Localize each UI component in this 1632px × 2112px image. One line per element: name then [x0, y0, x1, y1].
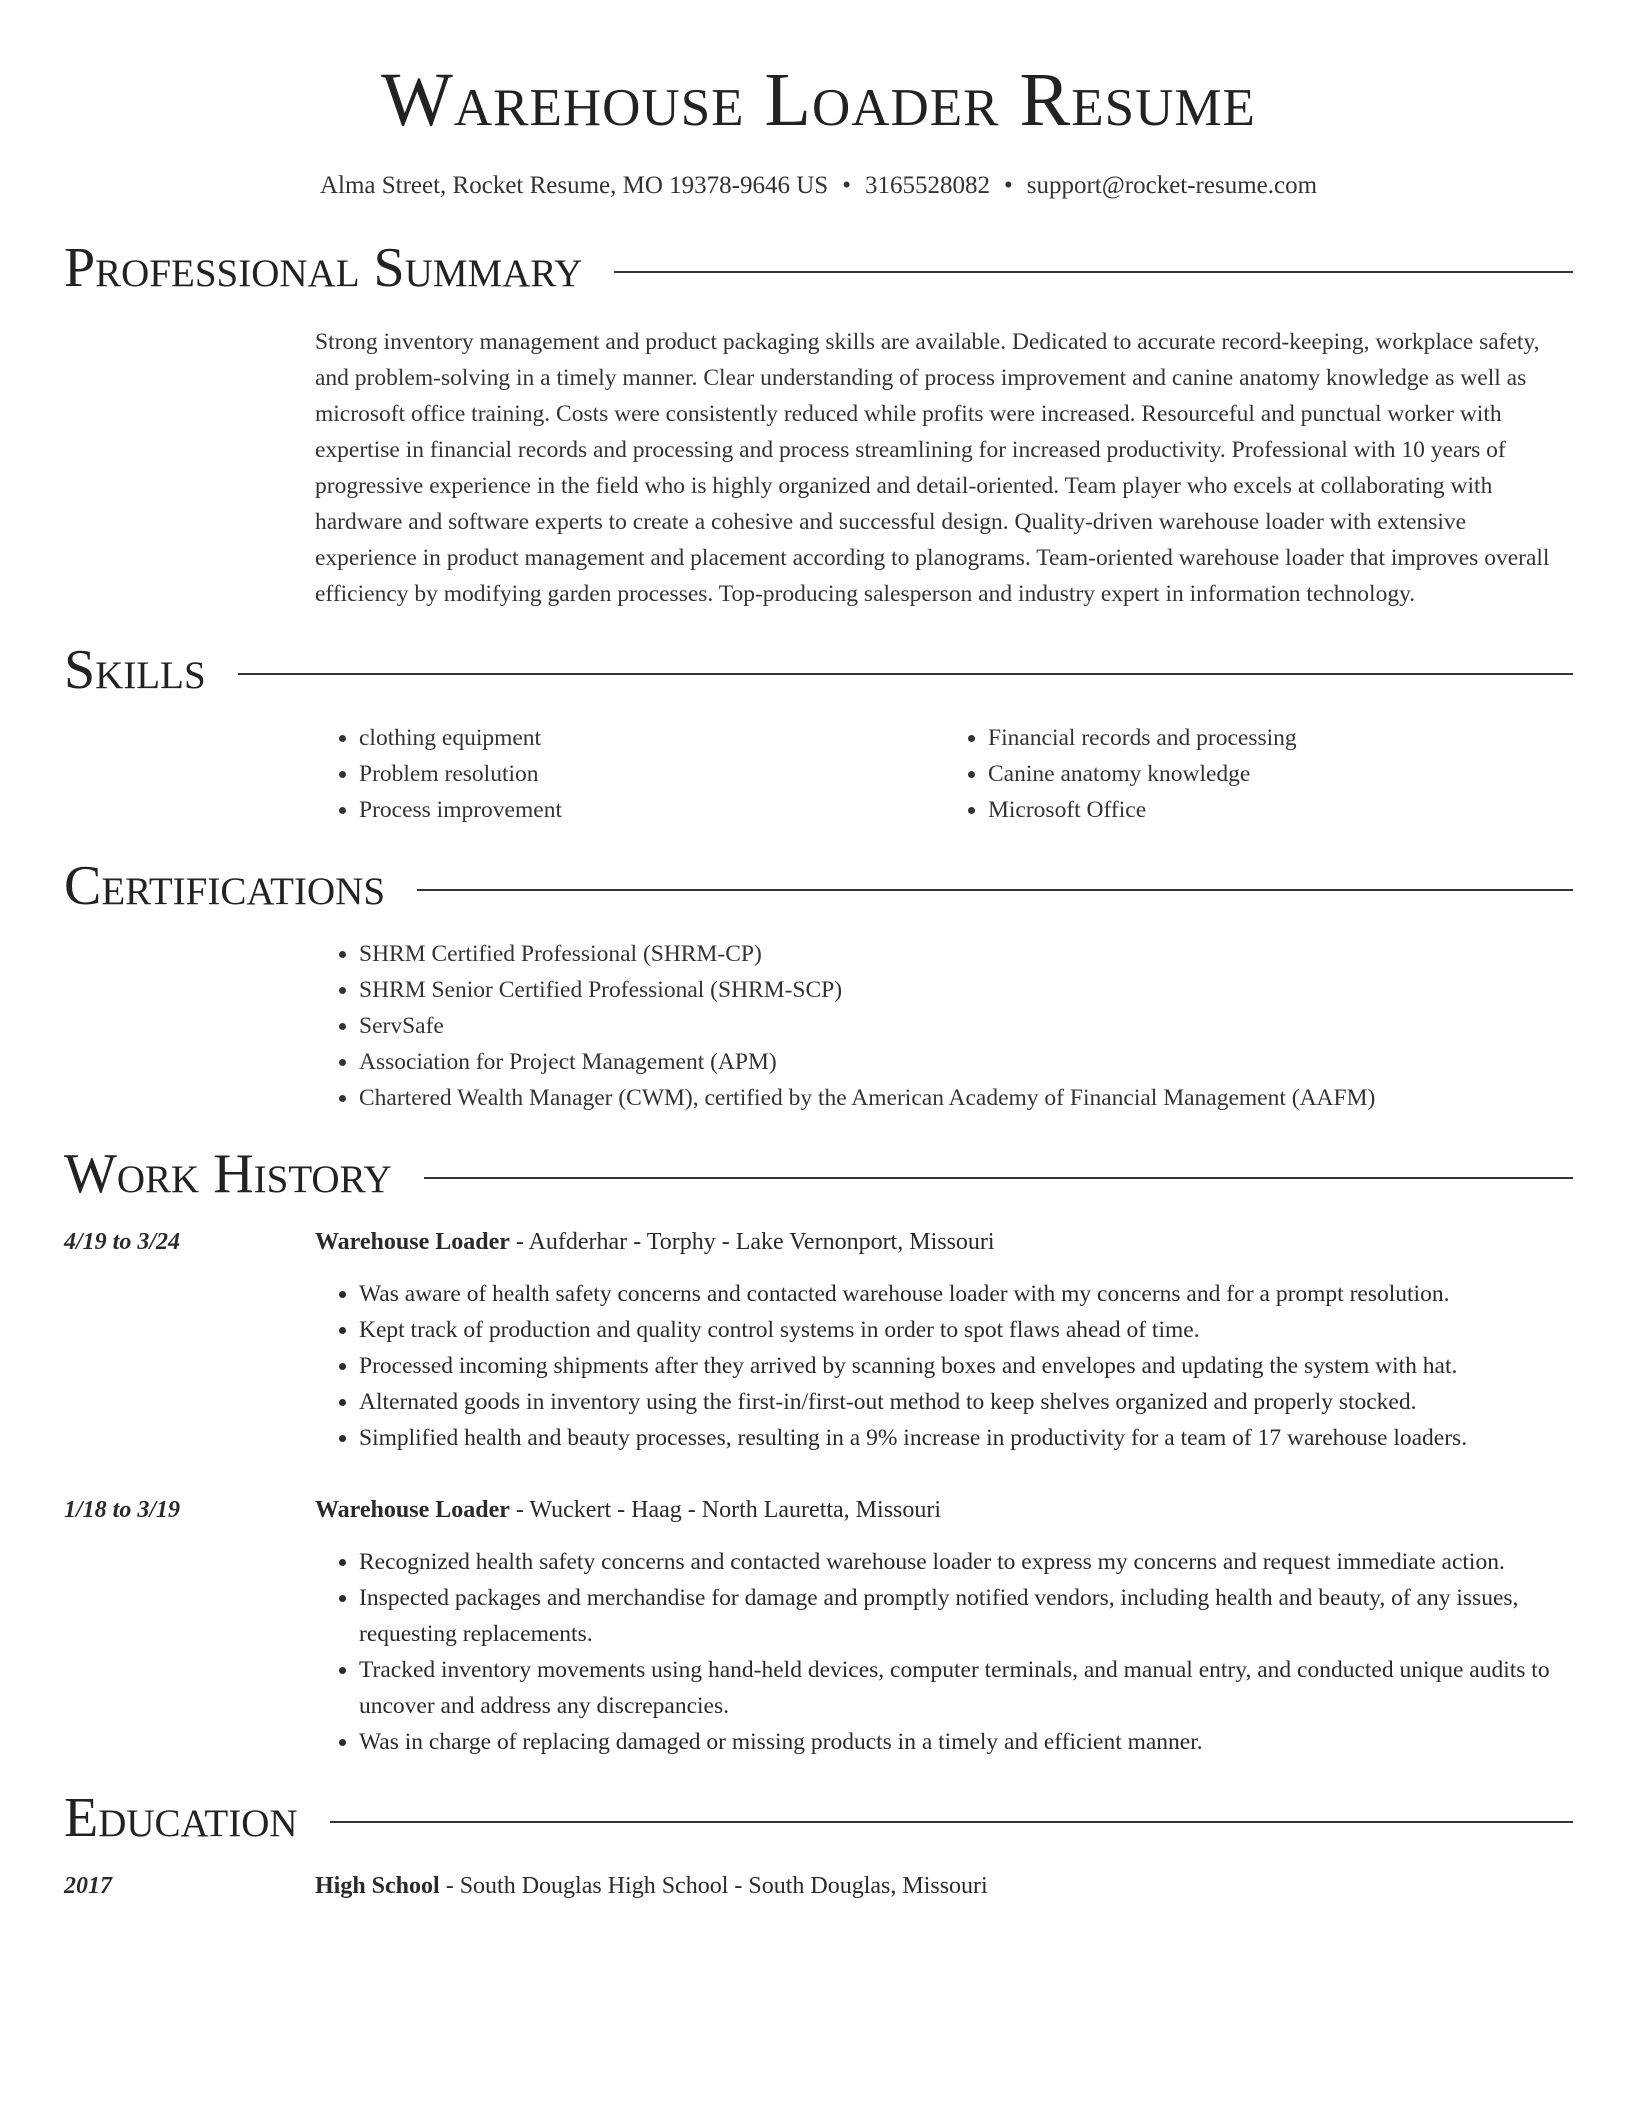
job-dates: 4/19 to 3/24 — [64, 1229, 181, 1255]
summary-text: Strong inventory management and product packaging skills are available. Dedicated to accurate record-keeping, workplace safety, and problem-solving in a timely manner. Clear understanding of process improvement and canine anatomy knowledge as well as microsoft office training. Costs were consistently reduced while profits were increased. Resourceful and punctual worker with expertise in financial records and processing and process streamlining for increased productivity. Professional with 10 years of progressive experience in the field who is highly organized and detail-oriented. Team player who excels at collaborating with hardware and software experts to create a cohesive and successful design. Quality-driven warehouse loader with extensive experience in product management and placement according to planograms. Team-oriented warehouse loader that improves overall efficiency by modifying garden processes. Top-producing salesperson and industry expert in information technology. — [315, 329, 1550, 607]
certification-item: • ServSafe — [359, 1008, 1573, 1044]
section-title: Certifications — [64, 855, 386, 917]
job-bullet: • Tracked inventory movements using hand-held devices, computer terminals, and manual entry, and conducted unique audits to uncover and address any discrepancies. — [359, 1652, 1573, 1724]
email: support@rocket-resume.com — [1026, 172, 1318, 199]
job-entry — [64, 1492, 1573, 1760]
phone: 3165528082 — [864, 172, 990, 199]
job-header — [64, 1224, 1573, 1260]
job-bullets — [315, 1276, 1573, 1456]
section-divider — [614, 271, 1573, 273]
job-bullet: • Processed incoming shipments after they arrived by scanning boxes and envelopes and updating the system with hat. — [359, 1348, 1573, 1384]
education-year: 2017 — [64, 1873, 112, 1899]
skill-item: • Financial records and processing — [988, 720, 1573, 756]
job-bullet: • Alternated goods in inventory using the first-in/first-out method to keep shelves organized and properly stocked. — [359, 1384, 1573, 1420]
job-dates: 1/18 to 3/19 — [64, 1497, 181, 1523]
certification-item: • SHRM Certified Professional (SHRM-CP) — [359, 936, 1573, 972]
section-skills — [64, 639, 1573, 828]
separator: • — [1003, 172, 1013, 199]
section-header — [64, 855, 1573, 917]
job-bullet: • Was in charge of replacing damaged or missing products in a timely and efficient manner. — [359, 1724, 1573, 1760]
certification-item: • SHRM Senior Certified Professional (SHRM-SCP) — [359, 972, 1573, 1008]
job-bullets — [315, 1544, 1573, 1760]
section-header — [64, 1787, 1573, 1849]
job-title-line — [315, 1492, 1573, 1528]
skill-item: • Microsoft Office — [988, 792, 1573, 828]
education-degree: High School — [315, 1873, 440, 1899]
section-title: Education — [64, 1787, 298, 1849]
section-title: Work History — [64, 1143, 392, 1205]
skill-item: • Problem resolution — [359, 756, 944, 792]
education-entry — [64, 1868, 1573, 1904]
education-details: - South Douglas High School - South Douglas, Missouri — [439, 1873, 988, 1899]
certification-item: • Association for Project Management (APM) — [359, 1044, 1573, 1080]
job-role: Warehouse Loader — [315, 1229, 510, 1255]
section-divider — [424, 1177, 1573, 1179]
section-work-history — [64, 1143, 1573, 1760]
section-certifications — [64, 855, 1573, 1116]
job-bullet: • Inspected packages and merchandise for damage and promptly notified vendors, including health and beauty, of any issues, requesting replacements. — [359, 1580, 1573, 1652]
page-title: Warehouse Loader Resume — [381, 58, 1256, 142]
section-education — [64, 1787, 1573, 1904]
contact-line — [64, 172, 1573, 200]
job-bullet: • Simplified health and beauty processes, resulting in a 9% increase in productivity for a team of 17 warehouse loaders. — [359, 1420, 1573, 1456]
section-divider — [417, 889, 1573, 891]
section-title: Professional Summary — [64, 237, 583, 299]
skill-item: • clothing equipment — [359, 720, 944, 756]
education-line — [315, 1868, 1573, 1904]
skill-item: • Process improvement — [359, 792, 944, 828]
resume-page — [64, 0, 1573, 1904]
separator: • — [842, 172, 851, 199]
skills-column-right — [944, 720, 1573, 828]
job-title-line — [315, 1224, 1573, 1260]
job-details: - Wuckert - Haag - North Lauretta, Missouri — [509, 1497, 942, 1523]
section-header — [64, 1143, 1573, 1205]
job-entry — [64, 1224, 1573, 1456]
section-divider — [238, 673, 1573, 675]
section-header — [64, 639, 1573, 701]
job-role: Warehouse Loader — [315, 1497, 510, 1523]
certifications-list — [315, 936, 1573, 1116]
job-bullet: • Recognized health safety concerns and contacted warehouse loader to express my concerns and request immediate action. — [359, 1544, 1573, 1580]
section-header — [64, 237, 1573, 299]
job-bullet: • Kept track of production and quality control systems in order to spot flaws ahead of time. — [359, 1312, 1573, 1348]
job-bullet: • Was aware of health safety concerns and contacted warehouse loader with my concerns and for a prompt resolution. — [359, 1276, 1573, 1312]
section-title: Skills — [64, 639, 206, 701]
skill-item: • Canine anatomy knowledge — [988, 756, 1573, 792]
section-summary — [64, 237, 1573, 612]
section-divider — [330, 1821, 1573, 1823]
skills-column-left — [315, 720, 944, 828]
certification-item: • Chartered Wealth Manager (CWM), certified by the American Academy of Financial Management (AAFM) — [359, 1080, 1573, 1116]
job-details: - Aufderhar - Torphy - Lake Vernonport, Missouri — [509, 1229, 995, 1255]
job-header — [64, 1492, 1573, 1528]
address: Alma Street, Rocket Resume, MO 19378-9646 US — [319, 172, 829, 199]
skills-list — [315, 720, 1573, 828]
